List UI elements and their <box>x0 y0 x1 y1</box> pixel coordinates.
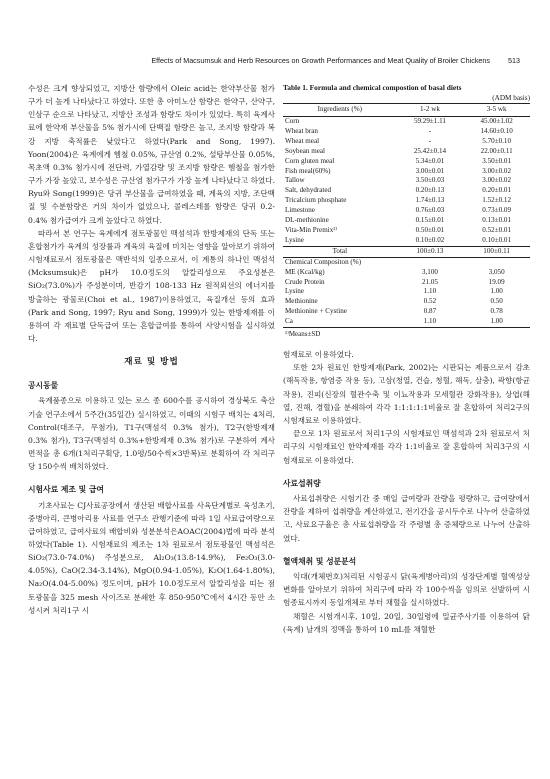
subsection-text-feed: 기초사료는 CJ사료공장에서 생산된 배합사료를 사육단계별로 육성초기, 중병아리, 큰병아리용 사료를 연구소 관행기준에 따라 1일 사료급여량으로 급여하였고, 급여사료의 배합비와 성분분석은AOAC(2004)법에 따라 분석하였다(Table 1). 시험재료의 제조는 1차 원료로서 점토광물인 맥섬석은 SiO₂(73.0-74.0%) 주성분으로, Al₂O₃(13.8-14.9%), Fe₂O₃(3.0-4.05%), CaO(2.34-3.14%), MgO(0.94-1.05%), K₂O(1.64-1.80%), Na₂O(4.04-5.00%) 정도이며, pH가 10.0정도로서 알칼리성을 띠는 점토광물을 325 mesh 사이즈로 분쇄한 후 850-950℃에서 4시간 동안 소성시켜 처리1구 시 <box>28 500 275 615</box>
subsection-text-animals: 육계품종으로 이용하고 있는 로스 종 600수를 공시하여 경상북도 축산기술 연구소에서 5주간(35일간) 실시하였고, 이때의 시험구 배치는 4처리, Control(대조구, 무첨가), T1구(맥섬석 0.3% 첨가), T2구(한방제재 0.3% 첨가), T3구(맥섬석 0.3%+한방제재 0.3% 첨가)로 구분하여 계사면적을 총 6개(1처리구획당, 1.0평/50수씩×3반복)로 분획하여 각 처리구당 150수씩 배치하였다. <box>28 396 275 472</box>
diet-table <box>283 103 530 328</box>
table-row <box>283 117 530 127</box>
table-row <box>283 127 530 137</box>
composition-rows <box>283 268 530 328</box>
row-label: Soybean meal <box>285 146 325 155</box>
table-row <box>283 236 530 246</box>
table-basis: (ADM basis) <box>492 94 530 102</box>
value-3-5wk: 19.09 <box>488 277 505 286</box>
row-label: Corn gluten meal <box>285 156 335 165</box>
value-3-5wk: 3,050 <box>488 267 505 276</box>
total-section <box>283 246 530 267</box>
value-1-2wk: 0.20±0.13 <box>415 186 445 195</box>
value-3-5wk: 5.70±0.10 <box>482 136 512 145</box>
table-row <box>283 206 530 216</box>
ingredient-rows <box>283 117 530 247</box>
table-row <box>283 317 530 327</box>
right-paragraph-2: 또한 2차 원료인 한방제재(Park, 2002)는 시판되는 제품으로서 감초(해독작용, 항염증 작용 등), 고삼(청열, 건습, 청혈, 해독, 살충), 곽향(항균작용), 진피(신장의 혈관수축 및 이뇨작용과 모세혈관 강화작용), 상엽(해열, 진해, 경혈)을 분쇄하여 각각 1:1:1:1:1비율로 잘 혼합하여 처리2구의 시험재료로 이용하였다. <box>283 363 530 426</box>
table-row <box>283 196 530 206</box>
left-column <box>28 82 275 617</box>
row-label: Wheat meal <box>285 136 320 145</box>
value-3-5wk: 14.60±0.10 <box>480 126 513 135</box>
row-label: Wheat bran <box>285 126 318 135</box>
row-label: Ca <box>283 317 397 327</box>
subsection-title-blood: 혈액채취 및 성분분석 <box>283 556 357 566</box>
value-1-2wk: 59.29±1.11 <box>413 117 446 125</box>
table-row <box>283 268 530 278</box>
row-label: Limestone <box>285 206 315 215</box>
value-3-5wk: 0.78 <box>490 307 503 316</box>
composition-header-row <box>283 257 530 267</box>
total-3-5wk: 100±0.11 <box>463 246 530 257</box>
table-row-total <box>283 246 530 257</box>
row-label: Methionine <box>285 297 318 306</box>
row-label: Corn <box>285 117 300 125</box>
value-1-2wk: 3,100 <box>421 267 438 276</box>
table-row <box>283 147 530 157</box>
value-3-5wk: 1.52±0.12 <box>482 196 512 205</box>
table-header-row <box>283 104 530 117</box>
value-1-2wk: 0.76±0.03 <box>415 206 445 215</box>
value-1-2wk: 0.87 <box>423 307 437 316</box>
table-row <box>283 186 530 196</box>
table-row <box>283 137 530 147</box>
value-1-2wk: 5.34±0.01 <box>415 156 445 165</box>
right-paragraph-1: 험재료로 이용하였다. <box>283 350 354 360</box>
section-title-methods: 재료 및 방법 <box>124 357 179 368</box>
value-3-5wk: 3.00±0.02 <box>482 166 512 175</box>
row-label: ME (Kcal/kg) <box>285 267 325 276</box>
subsection-title-animals: 공시동물 <box>28 381 59 391</box>
table-row <box>283 216 530 226</box>
subsection-text-blood: 익대(개체번호)처리된 시험공시 닭(육계병아리)의 성장단계별 혈액성상 변화를 알아보기 위하여 처리구에 따라 각 100수씩을 임의로 선발하여 시험종료시까지 동일개체로 부터 채혈을 실시하였다. <box>283 571 530 608</box>
col-header-1-2wk: 1-2 wk <box>397 104 464 117</box>
table-caption: Table 1. Formula and chemical compostion of basal diets <box>283 83 462 92</box>
value-3-5wk: 45.00±1.02 <box>480 117 513 125</box>
row-label: Fish meal(60%) <box>285 166 331 175</box>
subsection-title-intake: 사료섭취량 <box>283 478 321 488</box>
value-1-2wk: 1.10 <box>397 317 464 327</box>
page-number: 513 <box>508 56 520 65</box>
table-row <box>283 157 530 167</box>
value-1-2wk: 0.15±0.01 <box>415 216 445 225</box>
value-1-2wk: 25.42±0.14 <box>413 146 447 155</box>
intro-paragraph-1: 수성은 크게 향상되었고, 지방산 함량에서 Oleic acid는 한약부산물 첨가구가 더 높게 나타났다고 하였다. 또한 총 아미노산 함량은 한약구, 산약구, 인삼구 순으로 나타났고, 지방산 조성과 함량도 차이가 있었다. 특히 육계사료에 한약재 부산물을 5% 첨가시에 단백질 함량은 높고, 조지방 함량과 복강 지방 축적률은 낮았다고 하였다(Park and Song, 1997). Yoon(2004)은 육계에게 헴철 0.05%, 규산염 0.2%, 설탕부산물 0.05%, 목초액 0.3% 첨가시에 전단력, 가열감량 및 조지방 함량은 헴철을 첨가한 구가 가장 높았고, 보수성은 규산염 첨가구가 가장 높게 나타났다고 하였다. Ryu와 Song(1999)은 당귀 부산물을 급여하였을 때, 계육의 지방, 조단백질 및 수분함량은 거의 차이가 없었으나, 콜레스테롤 함량은 당귀 0.2-0.4% 첨가급여가 크게 높았다고 하였다. <box>28 84 275 225</box>
value-1-2wk: 3.00±0.01 <box>415 166 445 175</box>
value-1-2wk: 1.10 <box>423 287 437 296</box>
composition-header: Chemical Compositon (%) <box>285 257 362 266</box>
row-label: Lysine <box>285 287 304 296</box>
row-label: Tricalcium phosphate <box>285 196 347 205</box>
value-1-2wk: 0.10±0.02 <box>415 235 445 244</box>
right-paragraph-3: 끝으로 1차 원료로서 처리1구의 시험재료인 맥섬석과 2차 원료로서 처리구의 시험재료인 한약제재를 각각 1:1비율로 잘 혼합하여 처리3구의 시험재료로 이용하였다. <box>283 429 530 465</box>
value-3-5wk: 3.50±0.01 <box>482 156 512 165</box>
value-3-5wk: 0.50 <box>490 297 503 306</box>
table-footnote: ¹⁾Means±SD <box>285 330 321 339</box>
right-column <box>283 82 530 636</box>
running-header <box>28 56 520 68</box>
right-last-paragraph: 채혈은 시험개시후, 10일, 20일, 30일령에 밀균주사기를 이용하여 닭(육계) 날개의 정맥을 통하여 10 mL를 채혈한 <box>283 611 530 634</box>
table-row <box>283 167 530 177</box>
intro-paragraph-2: 따라서 본 연구는 육계에게 점토광물인 맥섬석과 한방제재의 단독 또는 혼합첨가가 육계의 성장률과 계육의 육질에 미치는 영향을 알아보기 위하여 시험재료로서 점토광물은 맥반석의 일종으로서, 이 계통의 하나인 맥섬석(Mcksumsuk)은 pH가 10.0정도의 알칼리성으로 주요성분은 SiO₂(73.0%)가 주성분이며, 반감기 108-133 Hz 원적외선의 에너지를 방출하는 광물로(Choi et al., 1987)이용하였고, 육질개선 등의 효과(Park and Song, 1997; Ryu and Song, 1999)가 있는 한방제재를 이용하여 각 재료별 단독급여 또는 혼합급여를 통하여 사양시험을 실시하였다. <box>28 228 275 343</box>
table-row <box>283 287 530 297</box>
row-label: Lysine <box>285 235 304 244</box>
table-row <box>283 226 530 236</box>
value-1-2wk: - <box>428 126 432 135</box>
value-3-5wk: 0.10±0.01 <box>482 235 512 244</box>
table-row <box>283 297 530 307</box>
col-header-ingredients: Ingredients (%) <box>283 104 397 117</box>
total-label: Total <box>283 246 397 257</box>
value-3-5wk: 3.00±0.02 <box>482 176 512 185</box>
value-3-5wk: 1.00 <box>463 317 530 327</box>
table-row <box>283 176 530 186</box>
value-3-5wk: 0.13±0.01 <box>482 216 512 225</box>
subsection-title-feed: 시험사료 제조 및 급여 <box>28 485 104 495</box>
subsection-text-intake: 사료섭취량은 시험기간 중 매일 급여량과 잔량을 평량하고, 급여량에서 잔량을 제하여 섭취량을 계산하였고, 전기간을 공시두수로 나누어 산출하였고, 사료요구율은 총 사료섭취량을 각 주령별 총 증체량으로 나누어 산출하였다. <box>283 494 530 543</box>
value-3-5wk: 1.00 <box>490 287 503 296</box>
value-1-2wk: 3.50±0.03 <box>415 176 445 185</box>
table-row <box>283 307 530 317</box>
row-label: Vita-Min Premix²⁾ <box>285 225 338 234</box>
table-row <box>283 278 530 288</box>
row-label: Crude Protein <box>285 277 325 286</box>
value-1-2wk: 21.05 <box>421 277 438 286</box>
value-3-5wk: 22.00±0.11 <box>480 146 513 155</box>
row-label: Tallow <box>285 176 305 185</box>
row-label: DL-methionine <box>285 216 329 225</box>
row-label: Methionine + Cystine <box>285 307 347 316</box>
value-1-2wk: 1.74±0.13 <box>415 196 445 205</box>
total-1-2wk: 100±0.13 <box>397 246 464 257</box>
col-header-3-5wk: 3-5 wk <box>463 104 530 117</box>
value-1-2wk: - <box>428 136 432 145</box>
value-1-2wk: 0.52 <box>423 297 437 306</box>
row-label: Salt, dehydrated <box>285 186 332 195</box>
value-3-5wk: 0.73±0.09 <box>482 206 512 215</box>
running-title: Effects of Macsumsuk and Herb Resources on Growth Performances and Meat Quality of Broiler Chickens <box>151 56 490 65</box>
value-3-5wk: 0.20±0.01 <box>482 186 512 195</box>
value-3-5wk: 0.52±0.01 <box>482 225 512 234</box>
value-1-2wk: 0.50±0.01 <box>415 225 445 234</box>
